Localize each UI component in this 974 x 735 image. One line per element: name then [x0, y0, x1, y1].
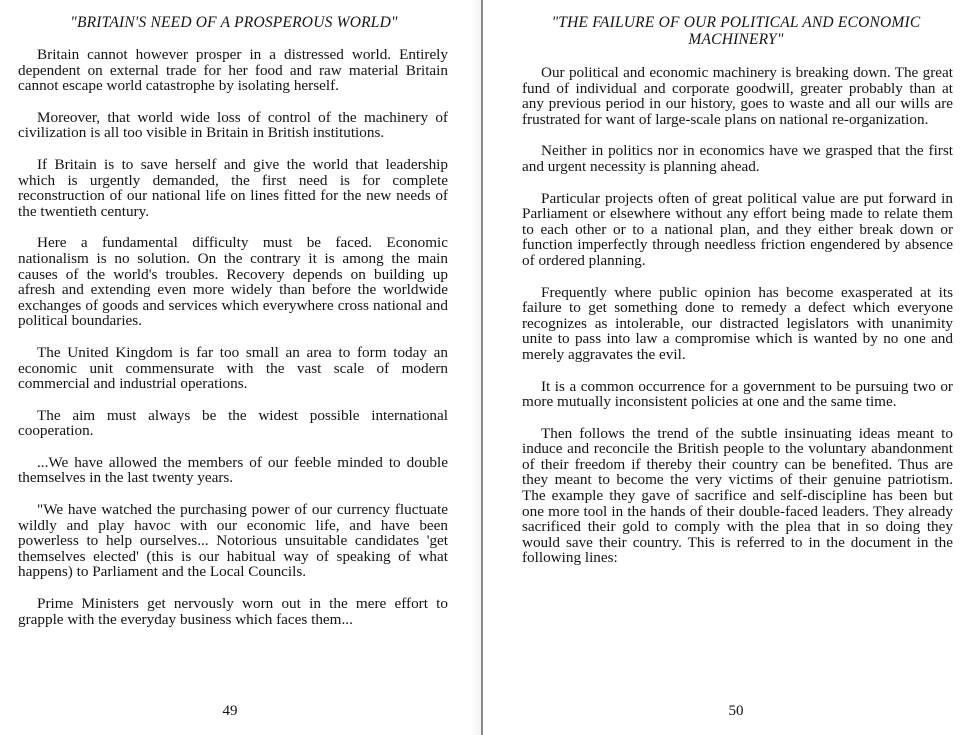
left-page-body	[18, 47, 448, 643]
paragraph: Prime Ministers get nervously worn out in the mere effort to grapple with the everyday business which faces them...	[18, 595, 448, 628]
page-number: 49	[222, 703, 238, 719]
paragraph: If Britain is to save herself and give the world that leadership which is urgently demanded, the first need is for complete reconstruction of our national life on lines fitted for the new needs of the twentieth century.	[18, 155, 448, 220]
page-number: 50	[728, 703, 744, 719]
right-page-body	[522, 65, 953, 582]
left-page	[0, 0, 482, 735]
paragraph: Then follows the trend of the subtle insinuating ideas meant to induce and reconcile the British people to the voluntary abandonment of their freedom if thereby their country can be benefited. Thus are they meant to become the very victims of their genuine patriotism. The example they gave of sacrifice and self-discipline has been but one more tool in the hands of their double-faced leaders. They already sacrificed their gold to comply with the plea that in so doing they would save their country. This is referred to in the document in the following lines:	[522, 424, 953, 567]
right-page	[484, 0, 974, 735]
paragraph: Britain cannot however prosper in a distressed world. Entirely dependent on external trade for her food and raw material Britain cannot escape world catastrophe by isolating herself.	[18, 46, 448, 95]
paragraph: Frequently where public opinion has become exasperated at its failure to get something done to remedy a defect which everyone recognizes as intolerable, our distracted legislators with unanimity unite to pass into law a compromise which is wanted by no one and merely aggravates the evil.	[522, 283, 953, 363]
paragraph: Here a fundamental difficulty must be faced. Economic nationalism is no solution. On the contrary it is among the main causes of the world's troubles. Recovery depends on building up afresh and extending even more widely than before the worldwide exchanges of goods and services which everywhere cross national and political boundaries.	[18, 234, 448, 330]
paragraph: Moreover, that world wide loss of control of the machinery of civilization is all too visible in Britain in British institutions.	[18, 108, 448, 142]
paragraph: The aim must always be the widest possible international cooperation.	[18, 406, 448, 440]
right-page-heading: "THE FAILURE OF OUR POLITICAL AND ECONOMIC MACHINERY"	[551, 14, 921, 48]
paragraph: ...We have allowed the members of our feeble minded to double themselves in the last twenty years.	[18, 453, 448, 487]
paragraph: It is a common occurrence for a government to be pursuing two or more mutually inconsistent policies at one and the same time.	[522, 377, 953, 411]
paragraph: Particular projects often of great political value are put forward in Parliament or elsewhere without any effort being made to relate them to each other or to a national plan, and they either break down or function imperfectly through needless friction engendered by absence of ordered planning.	[522, 189, 953, 269]
paragraph: Our political and economic machinery is breaking down. The great fund of individual and corporate goodwill, greater probably than at any previous period in our history, goes to waste and all our wills are frustrated for want of large-scale plans on national re-organization.	[522, 64, 953, 128]
paragraph: "We have watched the purchasing power of our currency fluctuate wildly and play havoc with our economic life, and have been powerless to help ourselves... Notorious unsuitable candidates 'get themselves elected' (this is our habitual way of speaking of what happens) to Parliament and the Local Councils.	[18, 501, 448, 581]
paragraph: The United Kingdom is far too small an area to form today an economic unit commensurate with the vast scale of modern commercial and industrial operations.	[18, 343, 448, 393]
left-page-heading: "BRITAIN'S NEED OF A PROSPEROUS WORLD"	[70, 14, 398, 31]
paragraph: Neither in politics nor in economics have we grasped that the first and urgent necessity is planning ahead.	[522, 142, 953, 175]
book-gutter	[481, 0, 483, 735]
